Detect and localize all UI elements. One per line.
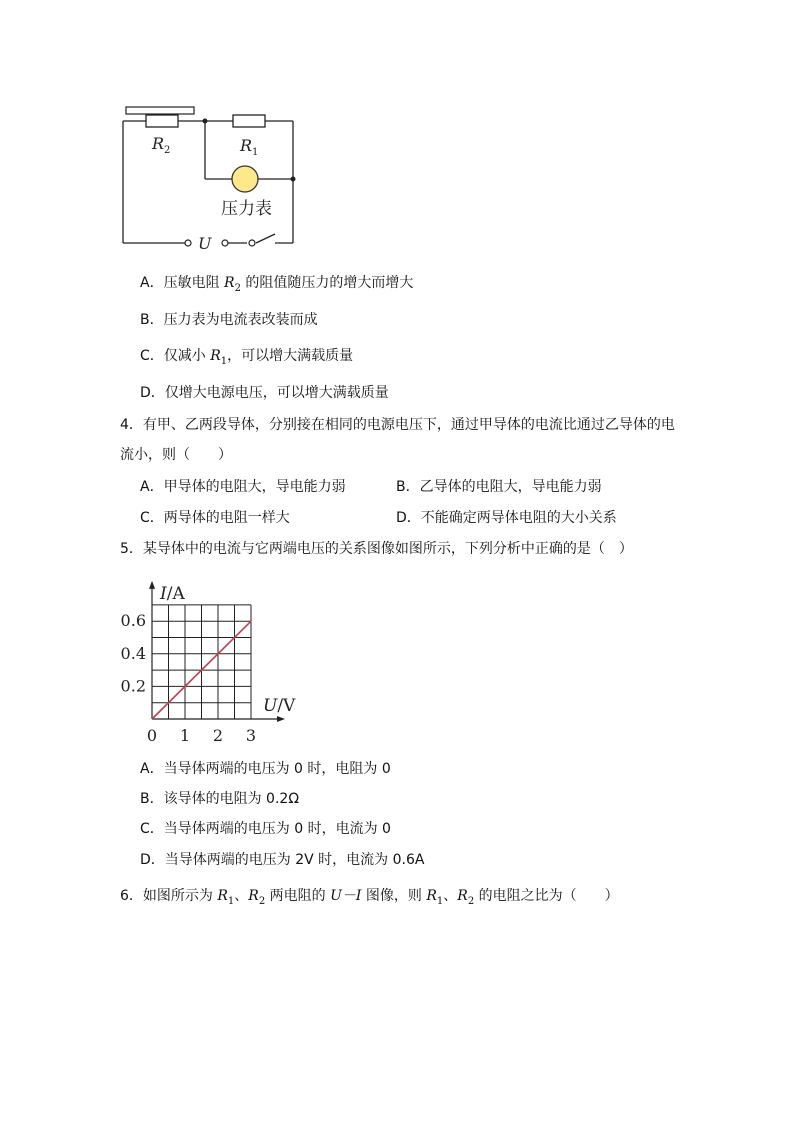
option-letter: C． <box>140 348 164 364</box>
separator: 、 <box>234 888 249 904</box>
q6-stem <box>120 886 619 912</box>
r1-var: R <box>217 888 228 904</box>
option-letter: B． <box>396 479 420 495</box>
source-label: U <box>198 234 212 253</box>
r1-sub: 1 <box>436 895 444 907</box>
option-letter: D． <box>140 385 165 401</box>
terminal <box>185 240 191 246</box>
option-text: 该导体的电阻为 0.2Ω <box>163 791 300 807</box>
option-var: R <box>210 348 221 364</box>
option-text: 不能确定两导体电阻的大小关系 <box>420 510 617 526</box>
option-letter: C． <box>140 821 164 837</box>
r1-var: R <box>426 888 437 904</box>
y-tick-label: 0.2 <box>120 676 146 696</box>
r2-var: R <box>248 888 259 904</box>
x-tick-label: 2 <box>212 726 224 745</box>
resistor-r2 <box>146 115 178 127</box>
junction-dot <box>203 119 208 124</box>
x-axis-arrow <box>277 716 285 722</box>
x-tick-label: 0 <box>146 726 158 745</box>
option-letter: B． <box>140 312 164 328</box>
question-text: 图像，则 <box>361 888 427 904</box>
q5-option-a[interactable] <box>140 759 391 779</box>
r2-sub: 2 <box>467 895 475 907</box>
option-text: ，可以增大满载质量 <box>227 348 354 364</box>
x-tick-label: 1 <box>179 726 191 745</box>
option-letter: A． <box>140 479 164 495</box>
graph-label: U－I <box>330 888 362 904</box>
option-letter: D． <box>396 510 421 526</box>
q5-option-d[interactable] <box>140 850 424 870</box>
option-text: 压敏电阻 <box>163 275 225 291</box>
separator: 、 <box>443 888 458 904</box>
option-letter: C． <box>140 510 164 526</box>
y-axis-arrow <box>149 581 155 589</box>
r1-label: $R_1$ <box>240 136 259 158</box>
question-text: 两电阻的 <box>265 888 331 904</box>
q4-option-a[interactable] <box>140 477 346 497</box>
y-axis-label: I/A <box>160 583 185 604</box>
resistor-r1 <box>233 115 265 127</box>
option-text: 甲导体的电阻大，导电能力弱 <box>163 479 346 495</box>
y-tick-label: 0.6 <box>120 611 146 631</box>
x-axis-label: U/V <box>263 696 296 716</box>
q3-option-a[interactable] <box>140 273 413 299</box>
r1-sub: 1 <box>227 895 235 907</box>
q5-stem <box>120 539 633 559</box>
q4-option-b[interactable] <box>396 477 602 497</box>
option-letter: A． <box>140 761 164 777</box>
question-text: 某导体中的电流与它两端电压的关系图像如图所示，下列分析中正确的是（ ） <box>142 541 633 557</box>
option-sub: 1 <box>220 355 228 367</box>
q3-option-c[interactable] <box>140 346 353 372</box>
option-text: 压力表为电流表改装而成 <box>163 312 318 328</box>
junction-dot <box>291 177 296 182</box>
option-text: 当导体两端的电压为 2V 时，电流为 0.6A <box>164 852 425 868</box>
question-number: 6． <box>120 888 143 904</box>
option-text: 两导体的电阻一样大 <box>163 510 290 526</box>
option-text: 的阻值随压力的增大而增大 <box>240 275 414 291</box>
circuit-diagram <box>110 100 310 255</box>
pressure-plate <box>126 107 194 114</box>
terminal <box>222 240 228 246</box>
option-text: 当导体两端的电压为 0 时，电阻为 0 <box>163 761 391 777</box>
q5-option-b[interactable] <box>140 789 299 809</box>
q5-option-c[interactable] <box>140 819 391 839</box>
q4-stem-line2: 流小，则（ ） <box>120 447 232 463</box>
option-text: 当导体两端的电压为 0 时，电流为 0 <box>163 821 391 837</box>
x-tick-label: 3 <box>245 726 257 745</box>
q4-option-c[interactable] <box>140 508 290 528</box>
q4-stem-line1 <box>120 415 675 435</box>
meter-label: 压力表 <box>221 199 272 219</box>
q3-option-b[interactable] <box>140 310 318 330</box>
r2-label: $R_2$ <box>152 134 171 156</box>
option-text: 仅减小 <box>163 348 211 364</box>
q4-option-d[interactable] <box>396 508 617 528</box>
option-letter: D． <box>140 852 165 868</box>
option-letter: A． <box>140 275 164 291</box>
question-number: 5． <box>120 541 143 557</box>
question-text: 的电阻之比为（ ） <box>474 888 619 904</box>
option-letter: B． <box>140 791 164 807</box>
question-text: 有甲、乙两段导体，分别接在相同的电源电压下，通过甲导体的电流比通过乙导体的电 <box>142 417 675 433</box>
question-number: 4． <box>120 417 143 433</box>
option-text: 乙导体的电阻大，导电能力弱 <box>419 479 602 495</box>
y-tick-label: 0.4 <box>120 643 146 663</box>
pressure-meter <box>232 166 258 192</box>
option-sub: 2 <box>234 282 241 294</box>
switch-pivot <box>249 240 255 246</box>
q3-option-d[interactable] <box>140 383 389 403</box>
option-var: R <box>224 275 235 291</box>
r2-var: R <box>457 888 468 904</box>
iu-graph <box>110 565 310 750</box>
option-text: 仅增大电源电压，可以增大满载质量 <box>164 385 389 401</box>
question-text: 如图所示为 <box>142 888 218 904</box>
r2-sub: 2 <box>258 895 266 907</box>
